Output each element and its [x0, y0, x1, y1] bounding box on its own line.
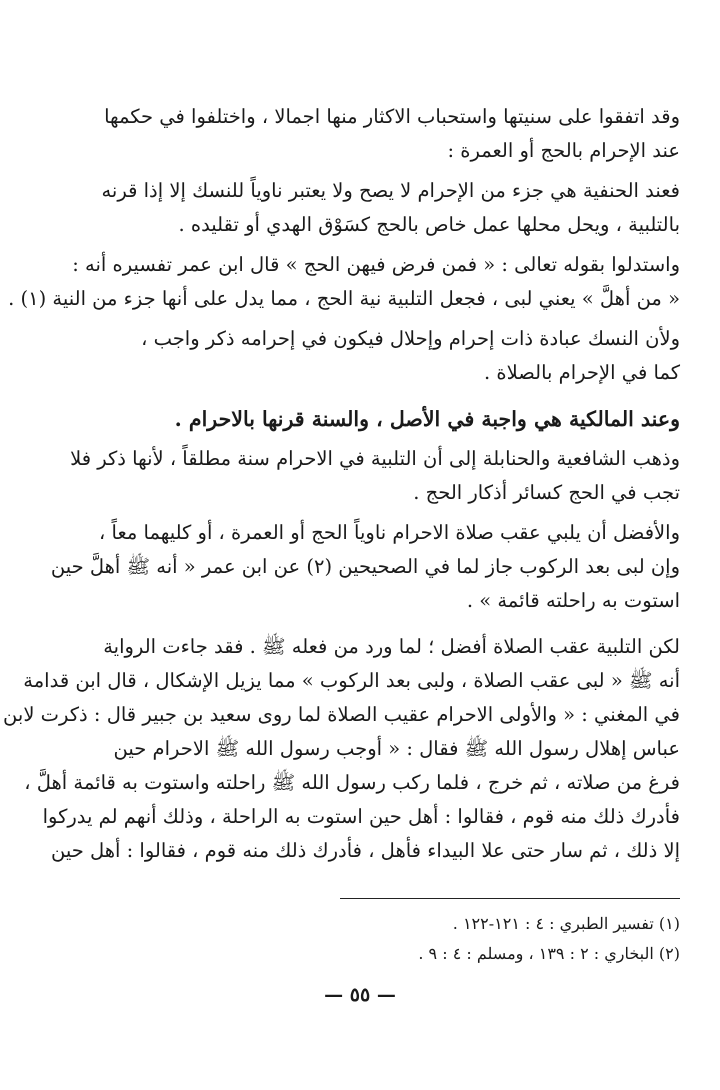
- text-line: فأدرك ذلك منه قوم ، فقالوا : أهل حين استوت به الراحلة ، وذلك أنهم لم يدركوا: [42, 805, 680, 828]
- footnote-2: (٢) البخاري : ٢ : ١٣٩ ، ومسلم : ٤ : ٩ .: [418, 944, 680, 963]
- text-line: ولأن النسك عبادة ذات إحرام وإحلال فيكون في إحرامه ذكر واجب ،: [141, 327, 680, 350]
- text-line: عند الإحرام بالحج أو العمرة :: [447, 139, 680, 162]
- text-line: وذهب الشافعية والحنابلة إلى أن التلبية في الاحرام سنة مطلقاً ، لأنها ذكر فلا: [70, 447, 680, 470]
- text-line: لكن التلبية عقب الصلاة أفضل ؛ لما ورد من فعله ﷺ . فقد جاءت الرواية: [103, 635, 680, 658]
- text-line: فرغ من صلاته ، ثم خرج ، فلما ركب رسول الله ﷺ راحلته واستوت به قائمة أهلَّ ،: [24, 771, 680, 794]
- text-line: أنه ﷺ « لبى عقب الصلاة ، ولبى بعد الركوب » مما يزيل الإشكال ، قال ابن قدامة: [23, 669, 680, 692]
- text-line: وعند المالكية هي واجبة في الأصل ، والسنة قرنها بالاحرام .: [174, 407, 680, 431]
- paragraph-preferred: [40, 516, 680, 618]
- text-line: وقد اتفقوا على سنيتها واستحباب الاكثار منها اجمالا ، واختلفوا في حكمها: [104, 105, 680, 128]
- text-line: إلا ذلك ، ثم سار حتى علا البيداء فأهل ، فأدرك ذلك منه قوم ، فقالوا : أهل حين: [50, 839, 680, 862]
- paragraph-maliki: [40, 402, 680, 436]
- footnote-1: (١) تفسير الطبري : ٤ : ١٢١-١٢٢ .: [452, 914, 680, 933]
- text-line: بالتلبية ، ويحل محلها عمل خاص بالحج كسَوْق الهدي أو تقليده .: [178, 213, 680, 236]
- paragraph-evidence: [8, 248, 680, 316]
- text-line: وإن لبى بعد الركوب جاز لما في الصحيحين (٢) عن ابن عمر « أنه ﷺ أهلَّ حين: [50, 555, 680, 578]
- text-line: فعند الحنفية هي جزء من الإحرام لا يصح ولا يعتبر ناوياً للنسك إلا إذا قرنه: [101, 179, 680, 202]
- body-text: [3, 100, 680, 874]
- text-line: كما في الإحرام بالصلاة .: [484, 361, 680, 384]
- paragraph-shafii-hanbali: [40, 442, 680, 510]
- text-line: استوت به راحلته قائمة » .: [466, 589, 680, 612]
- page-number: — ٥٥ —: [324, 984, 396, 1006]
- text-line: واستدلوا بقوله تعالى : « فمن فرض فيهن الحج » قال ابن عمر تفسيره أنه :: [72, 253, 680, 276]
- text-line: عباس إهلال رسول الله ﷺ فقال : « أوجب رسول الله ﷺ الاحرام حين: [113, 737, 680, 760]
- paragraph-ritual: [40, 322, 680, 390]
- paragraph-agreement: [40, 100, 680, 168]
- text-line: « من أهلَّ » يعني لبى ، فجعل التلبية نية الحج ، مما يدل على أنها جزء من النية (١) .: [8, 287, 680, 310]
- text-line: تجب في الحج كسائر أذكار الحج .: [413, 481, 680, 504]
- footnotes: [340, 898, 680, 969]
- text-line: والأفضل أن يلبي عقب صلاة الاحرام ناوياً الحج أو العمرة ، أو كليهما معاً ،: [99, 521, 680, 544]
- paragraph-after-prayer: [3, 630, 680, 868]
- paragraph-hanafi: [40, 174, 680, 242]
- footnote-divider: [340, 898, 680, 899]
- text-line: في المغني : « والأولى الاحرام عقيب الصلاة لما روى سعيد بن جبير قال : ذكرت لابن: [3, 703, 680, 726]
